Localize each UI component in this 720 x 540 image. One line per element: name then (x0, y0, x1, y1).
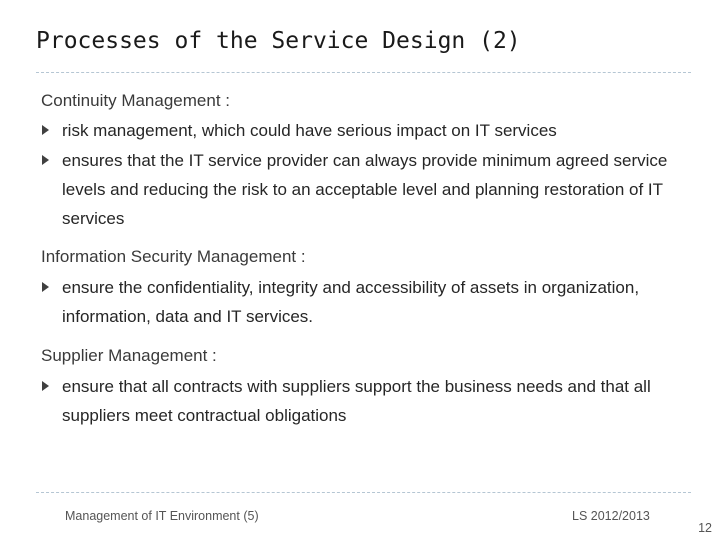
bullet-arrow-icon (42, 125, 49, 135)
bullet-arrow-icon (42, 381, 49, 391)
footer-divider (36, 492, 691, 493)
bullet-text: ensure the confidentiality, integrity and accessibility of assets in organization, information, data and IT services. (62, 278, 640, 326)
slide-title: Processes of the Service Design (2) (36, 28, 521, 54)
bullet-arrow-icon (42, 282, 49, 292)
bullet-item (42, 273, 642, 331)
footer-course-name: Management of IT Environment (5) (65, 509, 259, 523)
bullet-item (42, 372, 692, 430)
footer-term: LS 2012/2013 (572, 509, 650, 523)
title-divider (36, 72, 691, 73)
page-number: 12 (698, 521, 712, 535)
bullet-item (42, 146, 682, 233)
section-heading-continuity: Continuity Management : (41, 91, 230, 110)
bullet-text: ensures that the IT service provider can always provide minimum agreed service levels and reducing the risk to an acceptable level and planning restoration of IT services (62, 151, 668, 228)
bullet-text: risk management, which could have serious impact on IT services (62, 121, 557, 140)
section-heading-supplier: Supplier Management : (41, 346, 217, 365)
bullet-text: ensure that all contracts with suppliers support the business needs and that all suppliers meet contractual obligations (62, 377, 651, 425)
bullet-arrow-icon (42, 155, 49, 165)
section-heading-information-security: Information Security Management : (41, 247, 306, 266)
bullet-item (42, 116, 692, 145)
